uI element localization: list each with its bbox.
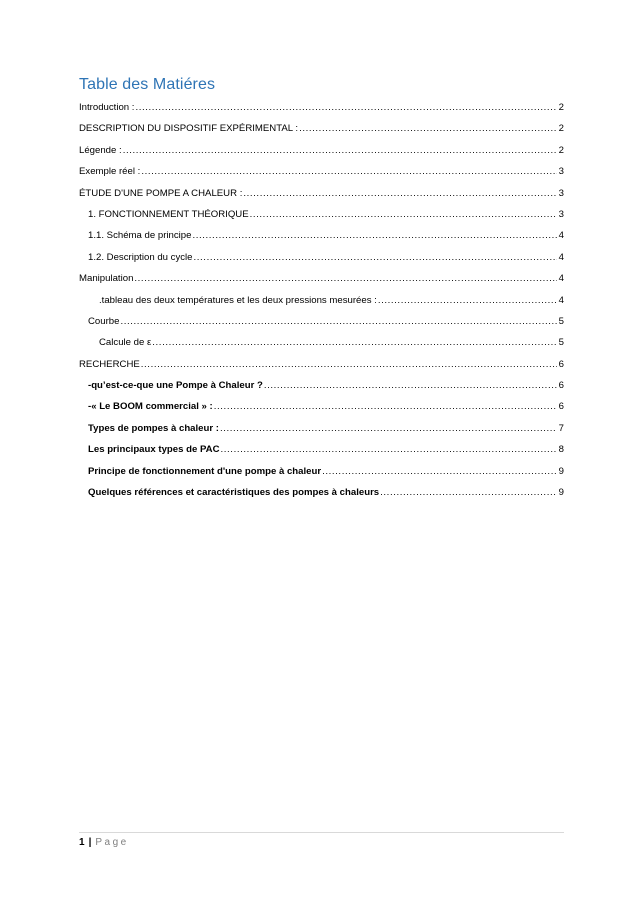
toc-leader-dots bbox=[152, 332, 556, 353]
toc-entry-page-number: 9 bbox=[558, 487, 564, 499]
toc-entry-label: Exemple réel : bbox=[79, 166, 141, 178]
toc-leader-dots bbox=[120, 311, 556, 332]
toc-entry[interactable] bbox=[79, 396, 564, 417]
toc-entry[interactable] bbox=[79, 311, 564, 332]
toc-entry-page-number: 8 bbox=[558, 444, 564, 456]
toc-leader-dots bbox=[322, 461, 557, 482]
toc-entry[interactable] bbox=[79, 204, 564, 225]
toc-entry-page-number: 4 bbox=[558, 273, 564, 285]
toc-entry[interactable] bbox=[79, 332, 564, 353]
toc-entry[interactable] bbox=[79, 268, 564, 289]
toc-entry[interactable] bbox=[79, 290, 564, 311]
toc-entry[interactable] bbox=[79, 461, 564, 482]
toc-entry-page-number: 3 bbox=[558, 166, 564, 178]
toc-entry[interactable] bbox=[79, 418, 564, 439]
toc-leader-dots bbox=[135, 97, 556, 118]
toc-entry-label: .tableau des deux températures et les deux pressions mesurées : bbox=[99, 294, 377, 306]
footer-separator: | bbox=[88, 837, 92, 848]
toc-entry-page-number: 4 bbox=[558, 294, 564, 306]
toc-title: Table des Matiéres bbox=[79, 76, 216, 93]
toc-entry-page-number: 4 bbox=[558, 251, 564, 263]
toc-entry[interactable] bbox=[79, 161, 564, 182]
toc-leader-dots bbox=[243, 183, 556, 204]
footer-page-label: Page bbox=[95, 837, 129, 848]
toc-leader-dots bbox=[250, 204, 557, 225]
toc-leader-dots bbox=[220, 418, 557, 439]
toc-leader-dots bbox=[123, 140, 557, 161]
toc-leader-dots bbox=[192, 225, 556, 246]
table-of-contents bbox=[79, 97, 564, 503]
page-footer bbox=[79, 837, 129, 848]
toc-entry-label: Types de pompes à chaleur : bbox=[88, 422, 219, 434]
toc-entry-page-number: 9 bbox=[558, 465, 564, 477]
toc-entry-page-number: 3 bbox=[558, 208, 564, 220]
toc-leader-dots bbox=[299, 118, 557, 139]
toc-leader-dots bbox=[214, 396, 557, 417]
toc-entry-page-number: 5 bbox=[558, 337, 564, 349]
toc-entry[interactable] bbox=[79, 482, 564, 503]
toc-entry-label: Courbe bbox=[88, 315, 120, 327]
toc-entry-label: -« Le BOOM commercial » : bbox=[88, 401, 213, 413]
toc-leader-dots bbox=[141, 354, 557, 375]
toc-leader-dots bbox=[221, 439, 557, 460]
toc-leader-dots bbox=[264, 375, 557, 396]
toc-leader-dots bbox=[194, 247, 557, 268]
toc-leader-dots bbox=[378, 290, 557, 311]
toc-entry-page-number: 5 bbox=[558, 315, 564, 327]
toc-entry-page-number: 6 bbox=[558, 401, 564, 413]
toc-entry-page-number: 3 bbox=[558, 187, 564, 199]
toc-entry-page-number: 6 bbox=[558, 380, 564, 392]
footer-divider bbox=[79, 832, 564, 833]
toc-entry-label: 1.1. Schéma de principe bbox=[88, 230, 192, 242]
toc-entry-label: Principe de fonctionnement d'une pompe à chaleur bbox=[88, 465, 322, 477]
toc-entry-page-number: 6 bbox=[558, 358, 564, 370]
toc-entry-label: Légende : bbox=[79, 144, 122, 156]
toc-entry-label: 1.2. Description du cycle bbox=[88, 251, 193, 263]
toc-entry[interactable] bbox=[79, 439, 564, 460]
toc-entry-label: Manipulation bbox=[79, 273, 134, 285]
toc-entry[interactable] bbox=[79, 247, 564, 268]
toc-entry[interactable] bbox=[79, 225, 564, 246]
toc-entry-page-number: 2 bbox=[558, 102, 564, 113]
toc-entry[interactable] bbox=[79, 97, 564, 118]
toc-entry-label: DESCRIPTION DU DISPOSITIF EXPÉRIMENTAL : bbox=[79, 123, 299, 135]
toc-entry-label: 1. FONCTIONNEMENT THÉORIQUE bbox=[88, 208, 249, 220]
toc-entry[interactable] bbox=[79, 118, 564, 139]
toc-entry-page-number: 4 bbox=[558, 230, 564, 242]
toc-leader-dots bbox=[134, 268, 556, 289]
toc-entry[interactable] bbox=[79, 140, 564, 161]
toc-entry-page-number: 7 bbox=[558, 422, 564, 434]
toc-entry-label: ÉTUDE D'UNE POMPE A CHALEUR : bbox=[79, 187, 243, 199]
toc-entry-page-number: 2 bbox=[558, 144, 564, 156]
toc-entry[interactable] bbox=[79, 354, 564, 375]
footer-page-number: 1 bbox=[79, 837, 85, 848]
toc-entry-label: Calcule de ε bbox=[99, 337, 152, 349]
toc-leader-dots bbox=[141, 161, 556, 182]
toc-entry-label: RECHERCHE bbox=[79, 358, 140, 370]
toc-entry-label: Introduction : bbox=[79, 102, 135, 113]
toc-entry[interactable] bbox=[79, 375, 564, 396]
toc-entry-label: -qu’est-ce-que une Pompe à Chaleur ? bbox=[88, 380, 263, 392]
toc-entry-label: Quelques références et caractéristiques des pompes à chaleurs bbox=[88, 487, 380, 499]
toc-leader-dots bbox=[380, 482, 557, 503]
toc-entry-label: Les principaux types de PAC bbox=[88, 444, 220, 456]
toc-entry[interactable] bbox=[79, 183, 564, 204]
toc-entry-page-number: 2 bbox=[558, 123, 564, 135]
